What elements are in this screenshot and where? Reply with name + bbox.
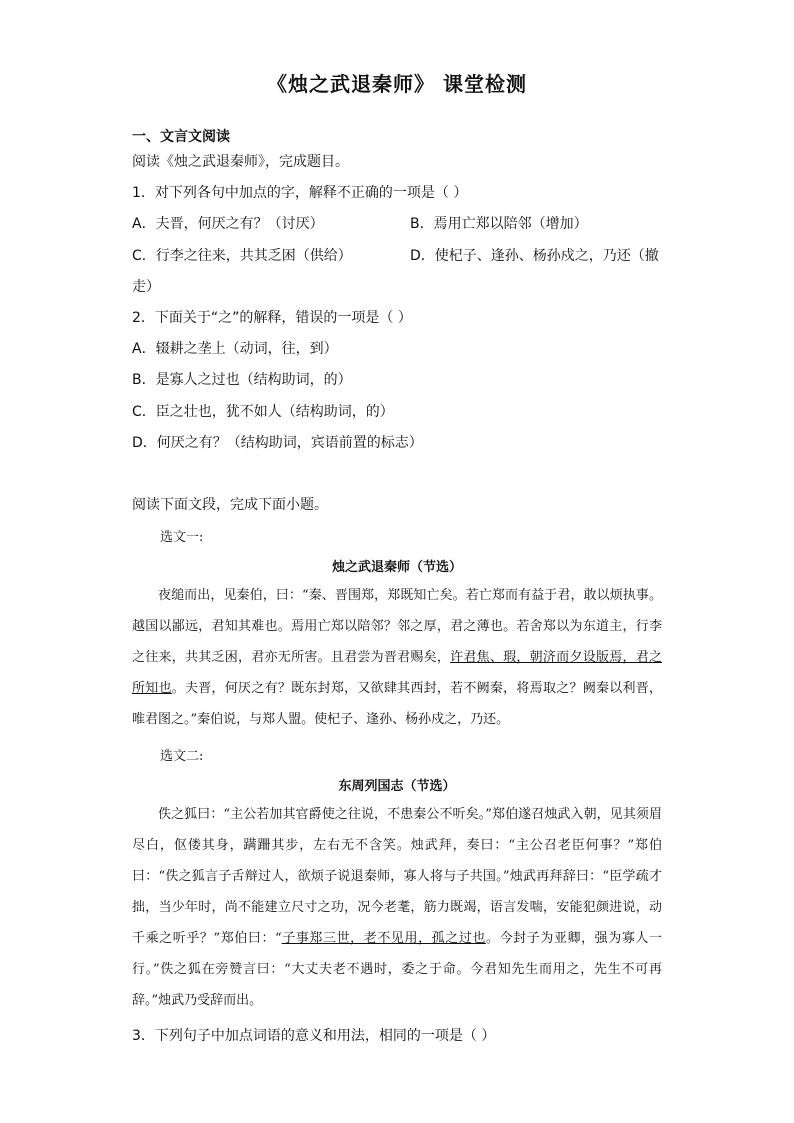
reading-instruction: 阅读《烛之武退秦师》，完成题目。 — [132, 154, 349, 170]
passage-1-label: 选文一: — [160, 530, 204, 545]
passage-2-underlined: 子事郑三世，老不见用，孤之过也 — [281, 931, 486, 946]
passage-1-text-part: 。夫晋，何厌之有？既东封郑，又欲肆其西封，若不阙秦，将焉取之？阙秦以利晋，唯君图之。”秦伯说，与郑人盟。使杞子、逢孙、杨孙戍之，乃还。 — [132, 681, 662, 727]
passage-2-text-part: 佚之狐曰：“主公若加其官爵使之往说，不患秦公不听矣。”郑伯遂召烛武入朝，见其须眉尽白，伛偻其身，蹒跚其步，左右无不含笑。烛武拜，奏曰：“主公召老臣何事？”郑伯曰：“佚之狐言子舌辩过人，欲烦子说退秦师，寡人将与子共国。”烛武再拜辞曰：“臣学疏才拙，当少年时，尚不能建立尺寸之功，况今老耄，筋力既竭，语言发喘，安能犯颜进说，动千乘之听乎？”郑伯曰：“ — [132, 807, 662, 946]
question-2-stem: 2．下面关于“之”的解释，错误的一项是（ ） — [132, 310, 412, 326]
question-1-stem: 1．对下列各句中加点的字，解释不正确的一项是（ ） — [132, 185, 468, 201]
question-2-option-a: A．辍耕之垄上（动词，往，到） — [132, 341, 338, 357]
passage-2-text-part: 。今封子为亚卿，强为寡人一行。”佚之狐在旁赞言曰：“大丈夫老不遇时，委之于命。今君知先生而用之，先生不可再辞。”烛武乃受辞而出。 — [132, 931, 662, 1008]
question-1-option-c: C．行李之往来，共其乏困（供给） — [132, 248, 352, 264]
passage-2-text — [132, 799, 662, 1016]
passage-1-text — [132, 580, 662, 735]
passage-1-underlined: 许君焦、瑕，朝济而夕设版焉，君之所知也 — [132, 650, 662, 696]
reading-instruction-2: 阅读下面文段，完成下面小题。 — [132, 497, 328, 513]
question-2-option-d: D．何厌之有？（结构助词，宾语前置的标志） — [132, 435, 423, 451]
passage-1-title: 烛之武退秦师（节选） — [331, 560, 462, 575]
question-1-option-b: B．焉用亡郑以陪邻（增加） — [410, 216, 588, 232]
question-2-option-b: B．是寡人之过也（结构助词，的） — [132, 372, 352, 388]
section-heading: 一、文言文阅读 — [132, 129, 230, 145]
question-1-option-d: D．使杞子、逢孙、杨孙戍之，乃还（撤 — [410, 248, 659, 264]
question-2-option-c: C．臣之壮也，犹不如人（结构助词，的） — [132, 404, 394, 420]
question-1-option-a: A．夫晋，何厌之有？（讨厌） — [132, 216, 324, 232]
question-3-stem: 3．下列句子中加点词语的意义和用法，相同的一项是（ ） — [132, 1028, 496, 1044]
question-1-option-d-continued: 走） — [132, 279, 160, 295]
page-title: 《烛之武退秦师》 课堂检测 — [267, 72, 527, 96]
passage-2-title: 东周列国志（节选） — [338, 779, 456, 794]
passage-2-label: 选文二: — [160, 749, 204, 764]
passage-1-text-part: 夜缒而出，见秦伯，曰：“秦、晋围郑，郑既知亡矣。若亡郑而有益于君，敢以烦执事。越国以鄙远，君知其难也。焉用亡郑以陪邻？邻之厚，君之薄也。若舍郑以为东道主，行李之往来，共其乏困，君亦无所害。且君尝为晋君赐矣， — [132, 588, 662, 665]
